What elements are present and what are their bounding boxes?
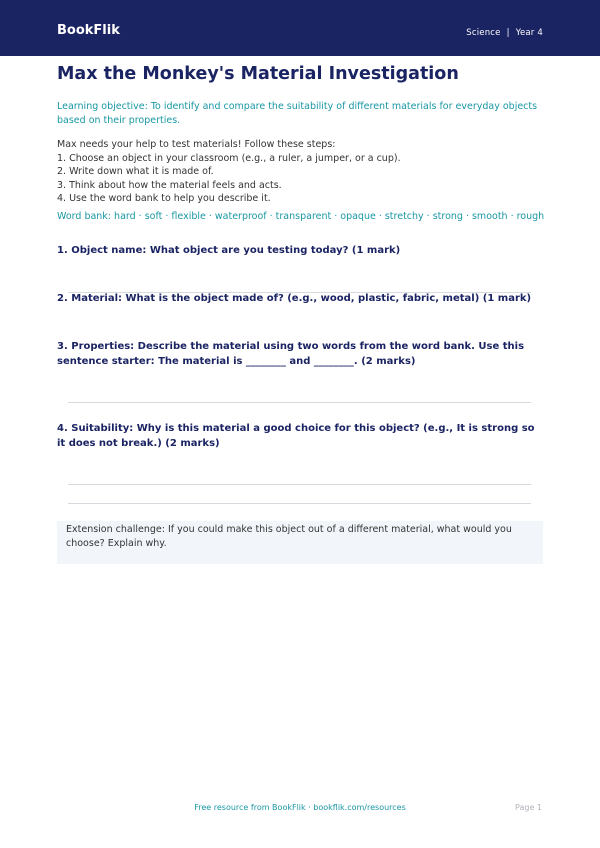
page-title: Max the Monkey's Material Investigation	[57, 64, 459, 84]
step-item: 4. Use the word bank to help you describe it.	[57, 193, 271, 205]
word-bank: Word bank: hard · soft · flexible · waterproof · transparent · opaque · stretchy · strong · smooth · rough	[57, 211, 545, 222]
meta-separator: |	[506, 28, 510, 38]
word-bank-word: opaque	[340, 211, 376, 222]
word-bank-word: hard	[114, 211, 136, 222]
word-bank-word: soft	[144, 211, 163, 222]
page-number: Page 1	[515, 803, 542, 812]
answer-line-4a[interactable]	[68, 484, 531, 485]
question-4: 4. Suitability: Why is this material a good choice for this object? (e.g., It is strong so it does not break.) (2 marks)	[57, 423, 535, 449]
step-item: 1. Choose an object in your classroom (e.g., a ruler, a jumper, or a cup).	[57, 152, 401, 164]
question-2: 2. Material: What is the object made of? (e.g., wood, plastic, fabric, metal) (1 mark)	[57, 293, 532, 304]
question-1: 1. Object name: What object are you testing today? (1 mark)	[57, 245, 401, 256]
answer-line-3[interactable]	[68, 402, 531, 403]
step-item: 3. Think about how the material feels and acts.	[57, 179, 282, 191]
year-label: Year 4	[515, 28, 543, 38]
extension-box	[57, 521, 543, 564]
step-item: 2. Write down what it is made of.	[57, 166, 214, 178]
word-bank-word: waterproof	[214, 211, 267, 222]
subject-year-label	[466, 28, 543, 38]
word-bank-word: rough	[516, 211, 545, 222]
instructions	[57, 138, 542, 206]
brand-logo-text: BookFlik	[57, 23, 120, 38]
answer-line-4b[interactable]	[68, 503, 531, 504]
footer-link[interactable]: Free resource from BookFlik · bookflik.com/resources	[194, 803, 406, 812]
extension-challenge: Extension challenge: If you could make this object out of a different material, what would you choose? Explain why.	[66, 524, 512, 549]
word-bank-word: smooth	[471, 211, 508, 222]
instructions-lead: Max needs your help to test materials! Follow these steps:	[57, 139, 336, 150]
subject-label: Science	[466, 28, 501, 38]
word-bank-label: Word bank:	[57, 211, 112, 222]
question-3: 3. Properties: Describe the material using two words from the word bank. Use this sentence starter: The material is ________ and ________. (2 marks)	[57, 341, 525, 367]
header-bar	[0, 0, 600, 56]
word-bank-word: flexible	[171, 211, 206, 222]
learning-objective: Learning objective: To identify and compare the suitability of different materials for everyday objects based on their properties.	[57, 101, 538, 126]
word-bank-word: strong	[432, 211, 463, 222]
word-bank-word: stretchy	[384, 211, 424, 222]
word-bank-word: transparent	[275, 211, 332, 222]
